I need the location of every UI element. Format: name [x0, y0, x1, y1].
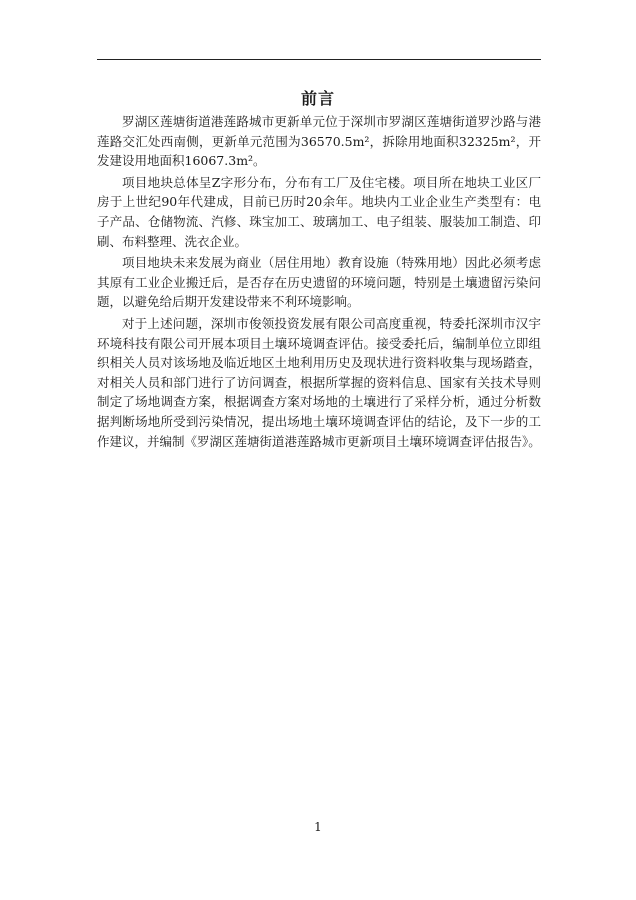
paragraph-1: 罗湖区莲塘街道港莲路城市更新单元位于深圳市罗湖区莲塘街道罗沙路与港莲路交汇处西南侧，更新单元范围为36570.5m²，拆除用地面积32325m²，开发建设用地面积16067.3m²。	[97, 114, 541, 169]
header-rule	[97, 59, 541, 60]
page-number: 1	[314, 820, 322, 834]
page-title: 前言	[300, 89, 335, 108]
paragraph-3: 项目地块未来发展为商业（居住用地）教育设施（特殊用地）因此必须考虑其原有工业企业搬迁后，是否存在历史遗留的环境问题，特别是土壤遗留污染问题，以避免给后期开发建设带来不利环境影响。	[97, 255, 541, 310]
paragraph-4: 对于上述问题，深圳市俊领投资发展有限公司高度重视，特委托深圳市汉宇环境科技有限公司开展本项目土壤环境调查评估。接受委托后，编制单位立即组织相关人员对该场地及临近地区土地利用历史及现状进行资料收集与现场踏查，对相关人员和部门进行了访问调查，根据所掌握的资料信息、国家有关技术导则制定了场地调查方案，根据调查方案对场地的土壤进行了采样分析，通过分析数据判断场地所受到污染情况，提出场地土壤环境调查评估的结论，及下一步的工作建议，并编制《罗湖区莲塘街道港莲路城市更新项目土壤环境调查评估报告》。	[97, 315, 541, 449]
paragraph-2: 项目地块总体呈Z字形分布，分布有工厂及住宅楼。项目所在地块工业区厂房于上世纪90年代建成，目前已历时20余年。地块内工业企业生产类型有：电子产品、仓储物流、汽修、珠宝加工、玻璃加工、电子组装、服装加工制造、印刷、布料整理、洗衣企业。	[97, 174, 541, 249]
document-body	[97, 112, 541, 453]
